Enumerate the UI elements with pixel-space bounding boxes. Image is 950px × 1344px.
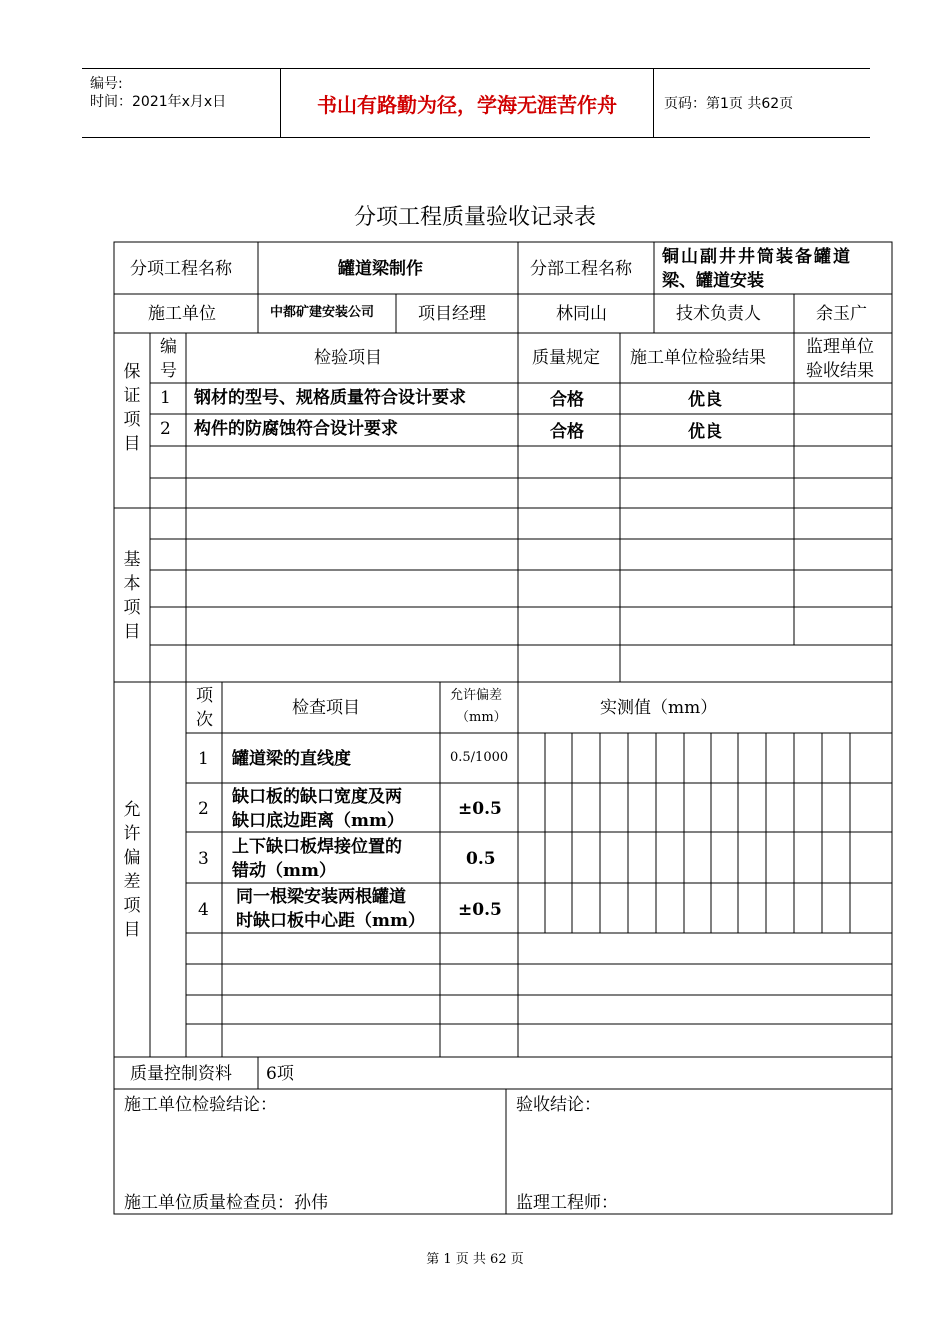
guarantee-col-no-2: 号 (160, 361, 177, 381)
tolerance-row-allow: 0.5 (466, 849, 496, 869)
tolerance-row-allow: ±0.5 (458, 900, 502, 920)
tolerance-row-item: 错动（mm） (232, 861, 336, 881)
qc-label: 质量控制资料 (130, 1064, 232, 1084)
tolerance-col-allow-1: 允许偏差 (450, 688, 503, 703)
guarantee-row-item: 构件的防腐蚀符合设计要求 (194, 419, 398, 439)
guarantee-col-no-1: 编 (160, 337, 177, 357)
page-title: 分项工程质量验收记录表 (353, 205, 596, 230)
acceptance-conclusion: 验收结论： (516, 1095, 601, 1115)
division-label: 分部工程名称 (530, 259, 632, 279)
unit-label: 施工单位 (148, 304, 216, 324)
tolerance-col-no-2: 次 (196, 710, 213, 730)
guarantee-row-result: 优良 (688, 422, 722, 442)
tolerance-row-allow: 0.5/1000 (450, 750, 509, 765)
tolerance-row-allow: ±0.5 (458, 799, 502, 819)
tolerance-col-item: 检查项目 (292, 698, 360, 718)
tolerance-row-no: 2 (198, 799, 209, 819)
division-value-line1: 铜山副井井筒装备罐道 (662, 247, 852, 267)
tolerance-row-item: 缺口板的缺口宽度及两 (232, 787, 402, 807)
qc-value: 6项 (266, 1064, 294, 1084)
guarantee-col-result: 施工单位检验结果 (630, 348, 766, 368)
page-info: 页码：第1页 共62页 (664, 96, 794, 112)
guarantee-col-supervisor-2: 验收结果 (806, 361, 874, 381)
page-footer: 第 1 页 共 62 页 (426, 1252, 524, 1267)
tolerance-row-no: 1 (198, 749, 209, 769)
tolerance-row-item: 时缺口板中心距（mm） (236, 911, 425, 931)
guarantee-row-standard: 合格 (550, 422, 584, 442)
tolerance-row-item: 罐道梁的直线度 (232, 749, 351, 769)
guarantee-row-standard: 合格 (550, 390, 584, 410)
unit-conclusion: 施工单位检验结论： (124, 1095, 277, 1115)
tolerance-section-label: 允许偏差项目 (123, 800, 141, 940)
tolerance-row-item: 上下缺口板焊接位置的 (232, 837, 402, 857)
tolerance-row-item: 同一根梁安装两根罐道 (236, 887, 406, 907)
unit-value: 中都矿建安装公司 (270, 305, 375, 320)
basic-section-label: 基本项目 (123, 550, 141, 642)
number-label: 编号: (90, 76, 123, 92)
tolerance-row-item: 缺口底边距离（mm） (232, 811, 404, 831)
guarantee-row-result: 优良 (688, 390, 722, 410)
guarantee-col-item: 检验项目 (314, 348, 382, 368)
tech-value: 余玉广 (816, 304, 867, 324)
guarantee-row-no: 1 (160, 388, 171, 408)
guarantee-col-supervisor-1: 监理单位 (806, 337, 874, 357)
subitem-value: 罐道梁制作 (338, 259, 423, 279)
supervisor: 监理工程师： (516, 1193, 618, 1213)
date-text: 时间：2021年x月x日 (90, 94, 227, 110)
tolerance-col-measured: 实测值（mm） (600, 698, 718, 718)
inspector: 施工单位质量检查员：孙伟 (124, 1193, 328, 1213)
guarantee-section-label: 保证项目 (123, 362, 141, 454)
guarantee-row-no: 2 (160, 419, 171, 439)
tech-label: 技术负责人 (676, 304, 761, 324)
motto: 书山有路勤为径，学海无涯苦作舟 (281, 69, 654, 137)
manager-label: 项目经理 (418, 304, 486, 324)
tolerance-row-no: 3 (198, 849, 209, 869)
tolerance-col-no-1: 项 (196, 686, 213, 706)
tolerance-col-allow-2: （mm） (456, 710, 507, 725)
tolerance-row-no: 4 (198, 900, 209, 920)
subitem-label: 分项工程名称 (130, 259, 232, 279)
guarantee-row-item: 钢材的型号、规格质量符合设计要求 (194, 388, 466, 408)
manager-value: 林同山 (556, 304, 607, 324)
division-value-line2: 梁、罐道安装 (662, 271, 764, 291)
guarantee-col-standard: 质量规定 (532, 348, 600, 368)
